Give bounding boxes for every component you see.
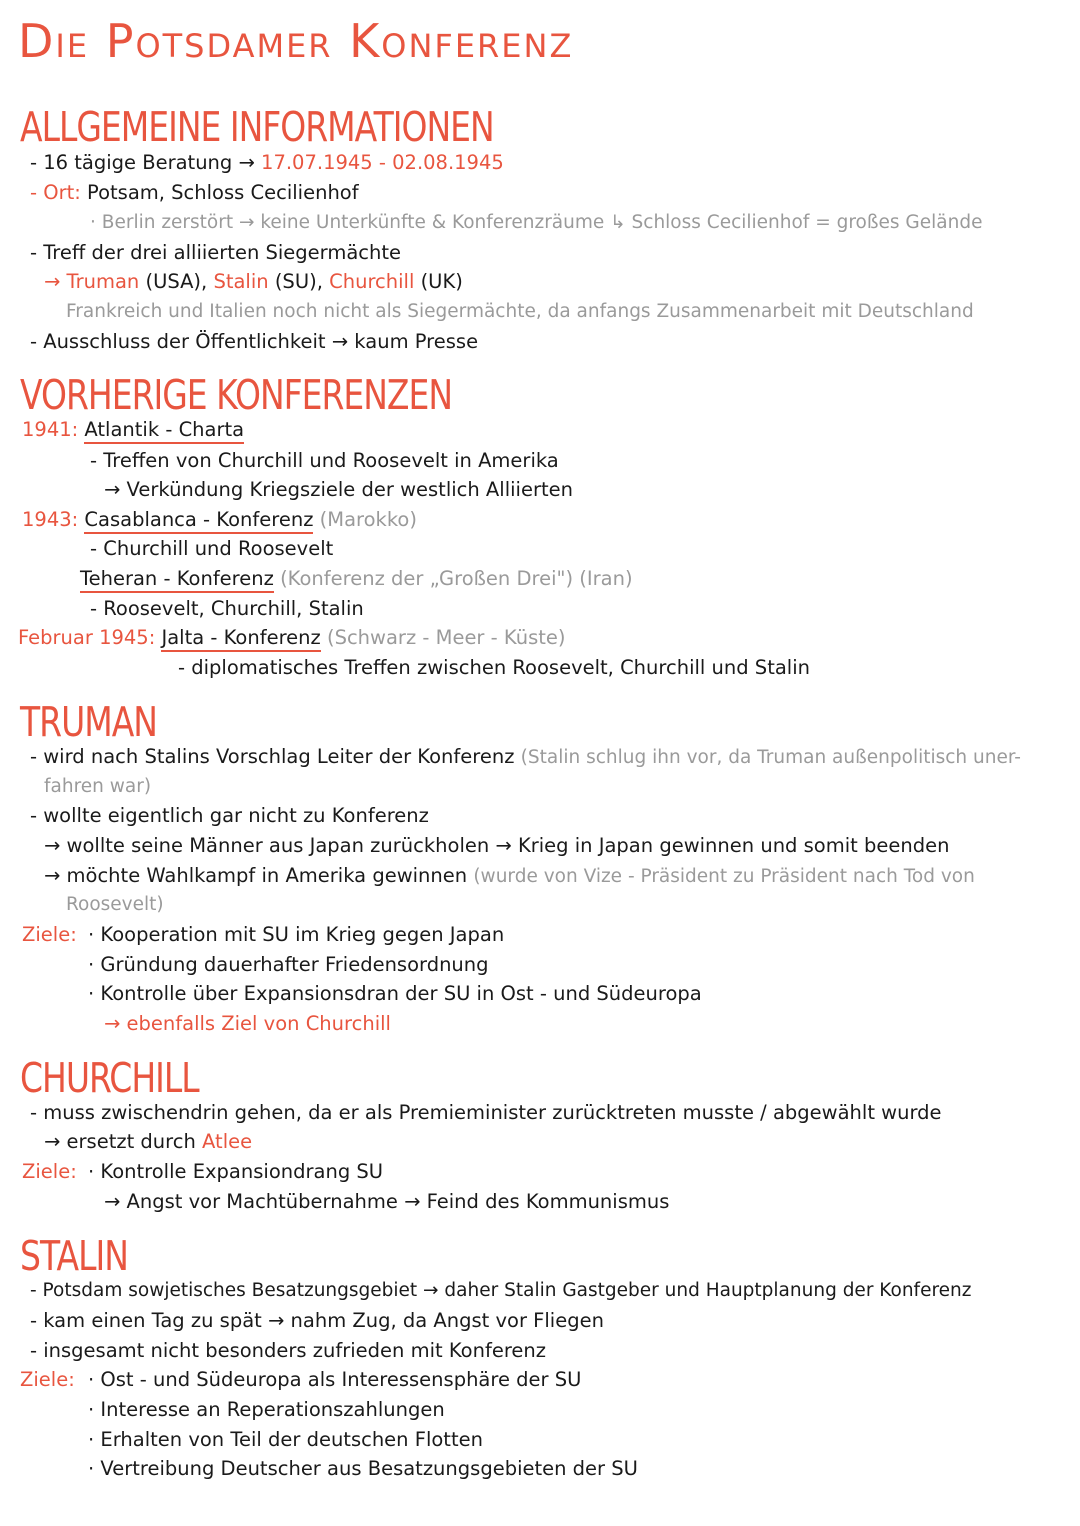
- allgemein-line-2: - Ort: Potsam, Schloss Cecilienhof: [30, 181, 359, 204]
- churchill-ziele-label: Ziele:: [22, 1160, 77, 1183]
- truman-line-1: - wird nach Stalins Vorschlag Leiter der Konferenz (Stalin schlug ihn vor, da Truman außenpolitisch uner-: [30, 745, 1021, 768]
- stalin-ziel-4: · Vertreibung Deutscher aus Besatzungsgebieten der SU: [88, 1457, 638, 1480]
- truman-line-4: → möchte Wahlkampf in Amerika gewinnen (wurde von Vize - Präsident zu Präsident nach Tod von: [44, 864, 975, 887]
- truman-line-2: - wollte eigentlich gar nicht zu Konferenz: [30, 804, 429, 827]
- page-title: Die Potsdamer Konferenz: [18, 14, 574, 68]
- heading-vorherige: VORHERIGE KONFERENZEN: [20, 370, 453, 419]
- truman-line-3: → wollte seine Männer aus Japan zurückholen → Krieg in Japan gewinnen und somit beenden: [44, 834, 950, 857]
- stalin-ziel-3: · Erhalten von Teil der deutschen Flotten: [88, 1428, 483, 1451]
- truman-ziele-label: Ziele:: [22, 923, 77, 946]
- churchill-ziel-1: · Kontrolle Expansiondrang SU: [88, 1160, 384, 1183]
- churchill-line-2: → ersetzt durch Atlee: [44, 1130, 253, 1153]
- stalin-ziel-1: · Ost - und Südeuropa als Interessensphäre der SU: [88, 1368, 582, 1391]
- allgemein-line-4: - Treff der drei alliierten Siegermächte: [30, 241, 402, 264]
- truman-ziel-2: · Gründung dauerhafter Friedensordnung: [88, 953, 489, 976]
- atlantik-title: Atlantik - Charta: [84, 418, 244, 444]
- jalta-line: Februar 1945: Jalta - Konferenz (Schwarz - Meer - Küste): [18, 623, 565, 653]
- jalta-detail: - diplomatisches Treffen zwischen Roosevelt, Churchill und Stalin: [178, 656, 810, 679]
- atlantik-detail-2: → Verkündung Kriegsziele der westlich Alliierten: [104, 478, 573, 501]
- churchill-ziel-2: → Angst vor Machtübernahme → Feind des Kommunismus: [104, 1190, 670, 1213]
- truman-ziel-3: · Kontrolle über Expansionsdran der SU in Ost - und Südeuropa: [88, 982, 702, 1005]
- stalin-ziel-2: · Interesse an Reperationszahlungen: [88, 1398, 445, 1421]
- casablanca-detail: - Churchill und Roosevelt: [90, 537, 334, 560]
- allgemein-line-6: Frankreich und Italien noch nicht als Siegermächte, da anfangs Zusammenarbeit mit Deutschland: [66, 301, 974, 322]
- teheran-line: Teheran - Konferenz (Konferenz der „Großen Drei") (Iran): [80, 564, 633, 594]
- allgemein-line-1: - 16 tägige Beratung → 17.07.1945 - 02.08.1945: [30, 151, 504, 174]
- heading-stalin: STALIN: [20, 1231, 128, 1280]
- heading-truman: TRUMAN: [20, 697, 157, 746]
- truman-line-1-cont: fahren war): [44, 776, 152, 797]
- truman-ziel-note: → ebenfalls Ziel von Churchill: [104, 1012, 391, 1035]
- heading-churchill: CHURCHILL: [20, 1053, 199, 1102]
- allgemein-line-5: → Truman (USA), Stalin (SU), Churchill (UK): [44, 270, 463, 293]
- casablanca-title: Casablanca - Konferenz: [84, 508, 313, 534]
- teheran-detail: - Roosevelt, Churchill, Stalin: [90, 597, 364, 620]
- allgemein-line-7: - Ausschluss der Öffentlichkeit → kaum Presse: [30, 330, 479, 353]
- allgemein-line-3: · Berlin zerstört → keine Unterkünfte & Konferenzräume ↳ Schloss Cecilienhof = großes Gelände: [90, 212, 983, 233]
- jalta-title: Jalta - Konferenz: [161, 626, 320, 652]
- stalin-line-2: - kam einen Tag zu spät → nahm Zug, da Angst vor Fliegen: [30, 1309, 604, 1332]
- stalin-ziele-label: Ziele:: [20, 1368, 75, 1391]
- teheran-title: Teheran - Konferenz: [80, 567, 274, 593]
- stalin-line-1: - Potsdam sowjetisches Besatzungsgebiet → daher Stalin Gastgeber und Hauptplanung der Konferenz: [30, 1280, 972, 1301]
- casablanca-line: 1943: Casablanca - Konferenz (Marokko): [22, 505, 417, 535]
- truman-line-4-cont: Roosevelt): [66, 894, 164, 915]
- atlantik-detail-1: - Treffen von Churchill und Roosevelt in Amerika: [90, 449, 559, 472]
- churchill-line-1: - muss zwischendrin gehen, da er als Premieminister zurücktreten musste / abgewählt wurde: [30, 1101, 942, 1124]
- stalin-line-3: - insgesamt nicht besonders zufrieden mit Konferenz: [30, 1339, 546, 1362]
- truman-ziel-1: · Kooperation mit SU im Krieg gegen Japan: [88, 923, 505, 946]
- atlantik-line: 1941: Atlantik - Charta: [22, 415, 244, 445]
- heading-allgemein: ALLGEMEINE INFORMATIONEN: [20, 102, 494, 151]
